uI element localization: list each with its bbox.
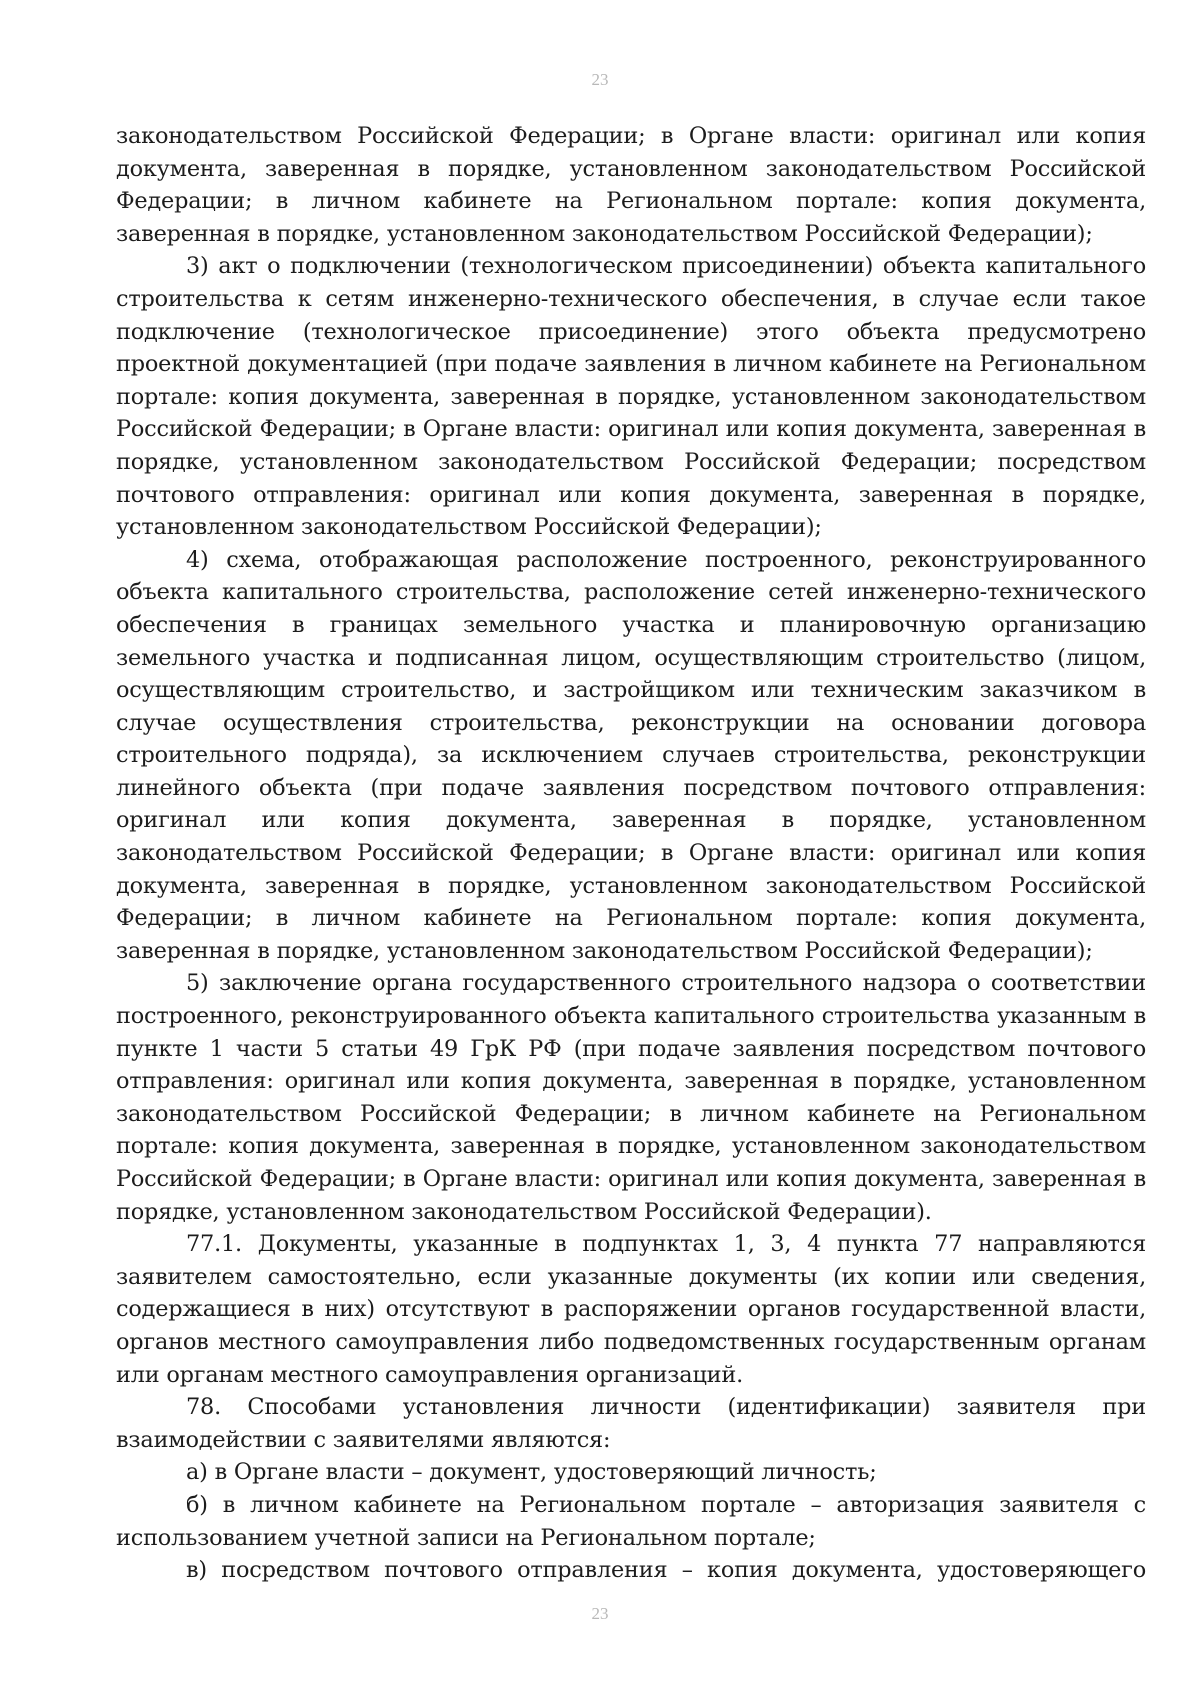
paragraph-item-78-b: б) в личном кабинете на Региональном портале – авторизация заявителя с использованием учетной записи на Региональном портале; (116, 1491, 1146, 1551)
paragraph-item-5: 5) заключение органа государственного строительного надзора о соответствии построенного, реконструированного объекта капитального строительства указанным в пункте 1 части 5 статьи 49 ГрК РФ (при подаче заявления посредством почтового отправления: оригинал или копия документа, заверенная в порядке, установленном законодательством Российской Федерации; в личном кабинете на Региональном портале: копия документа, заверенная в порядке, установленном законодательством Российской Федерации; в Органе власти: оригинал или копия документа, заверенная в порядке, установленном законодательством Российской Федерации). (116, 970, 1146, 1225)
document-body (116, 120, 1146, 1587)
paragraph-item-4: 4) схема, отображающая расположение построенного, реконструированного объекта капитального строительства, расположение сетей инженерно-технического обеспечения в границах земельного участка и планировочную организацию земельного участка и подписанная лицом, осуществляющим строительство (лицом, осуществляющим строительство, и застройщиком или техническим заказчиком в случае осуществления строительства, реконструкции на основании договора строительного подряда), за исключением случаев строительства, реконструкции линейного объекта (при подаче заявления посредством почтового отправления: оригинал или копия документа, заверенная в порядке, установленном законодательством Российской Федерации; в Органе власти: оригинал или копия документа, заверенная в порядке, установленном законодательством Российской Федерации; в личном кабинете на Региональном портале: копия документа, заверенная в порядке, установленном законодательством Российской Федерации); (116, 546, 1146, 964)
page-number-top: 23 (591, 70, 609, 89)
page-number-bottom: 23 (591, 1604, 609, 1623)
paragraph-continuation: законодательством Российской Федерации; в Органе власти: оригинал или копия документа, заверенная в порядке, установленном законодательством Российской Федерации; в личном кабинете на Региональном портале: копия документа, заверенная в порядке, установленном законодательством Российской Федерации); (116, 123, 1146, 247)
paragraph-item-77-1: 77.1. Документы, указанные в подпунктах 1, 3, 4 пункта 77 направляются заявителем самостоятельно, если указанные документы (их копии или сведения, содержащиеся в них) отсутствуют в распоряжении органов государственной власти, органов местного самоуправления либо подведомственных государственным органам или органам местного самоуправления организаций. (116, 1231, 1146, 1388)
paragraph-item-78-c: в) посредством почтового отправления – копия документа, удостоверяющего (186, 1557, 1146, 1584)
paragraph-item-78: 78. Способами установления личности (идентификации) заявителя при взаимодействии с заявителями являются: (116, 1394, 1146, 1453)
paragraph-item-78-a: а) в Органе власти – документ, удостоверяющий личность; (186, 1459, 877, 1486)
paragraph-item-3: 3) акт о подключении (технологическом присоединении) объекта капитального строительства к сетям инженерно-технического обеспечения, в случае если такое подключение (технологическое присоединение) этого объекта предусмотрено проектной документацией (при подаче заявления в личном кабинете на Региональном портале: копия документа, заверенная в порядке, установленном законодательством Российской Федерации; в Органе власти: оригинал или копия документа, заверенная в порядке, установленном законодательством Российской Федерации; посредством почтового отправления: оригинал или копия документа, заверенная в порядке, установленном законодательством Российской Федерации); (116, 253, 1146, 541)
